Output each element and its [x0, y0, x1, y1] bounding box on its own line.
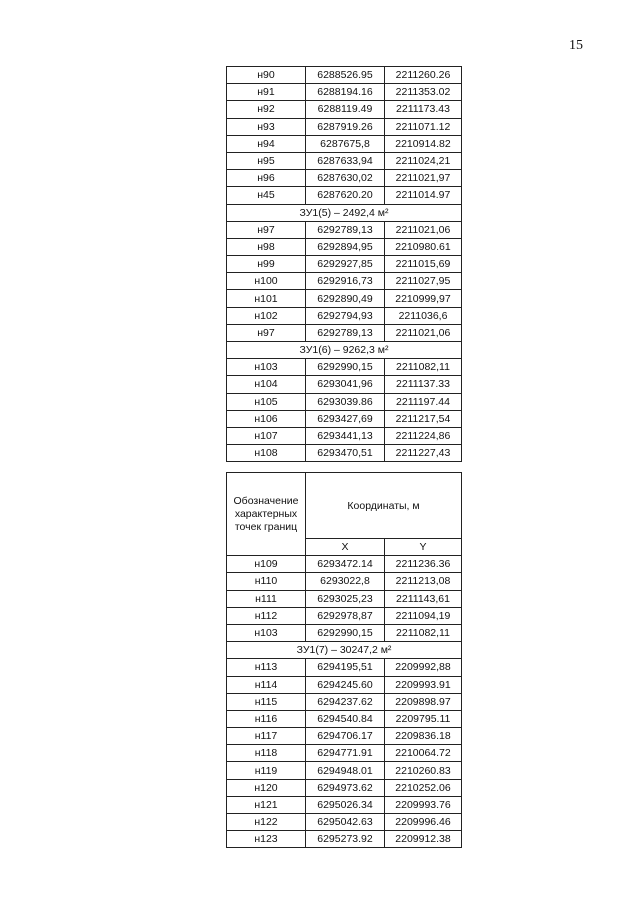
y-coordinate-cell: 2211353.02: [385, 84, 462, 101]
x-coordinate-cell: 6288119.49: [306, 101, 385, 118]
y-coordinate-cell: 2211213,08: [385, 573, 462, 590]
x-coordinate-cell: 6294706.17: [306, 728, 385, 745]
table-row: [227, 659, 462, 676]
point-cell: н93: [227, 118, 306, 135]
point-cell: н111: [227, 590, 306, 607]
section-title: ЗУ1(7) – 30247,2 м²: [227, 642, 462, 659]
x-coordinate-cell: 6287630,02: [306, 170, 385, 187]
point-cell: н102: [227, 307, 306, 324]
point-cell: н118: [227, 745, 306, 762]
x-coordinate-cell: 6294237.62: [306, 693, 385, 710]
point-cell: н116: [227, 710, 306, 727]
x-coordinate-cell: 6288526.95: [306, 67, 385, 84]
y-coordinate-cell: 2211021,06: [385, 221, 462, 238]
x-coordinate-cell: 6293427,69: [306, 410, 385, 427]
y-coordinate-cell: 2209836.18: [385, 728, 462, 745]
table-row: [227, 67, 462, 84]
table-row: [227, 324, 462, 341]
table-row: [227, 393, 462, 410]
x-coordinate-cell: 6295273.92: [306, 831, 385, 848]
table-row: [227, 590, 462, 607]
point-cell: н109: [227, 556, 306, 573]
x-coordinate-cell: 6287620.20: [306, 187, 385, 204]
section-title-row: [227, 342, 462, 359]
coordinates-table-2: [226, 472, 462, 848]
point-cell: н114: [227, 676, 306, 693]
y-coordinate-cell: 2210064.72: [385, 745, 462, 762]
x-coordinate-cell: 6294195,51: [306, 659, 385, 676]
table-row: [227, 556, 462, 573]
x-coordinate-cell: 6288194.16: [306, 84, 385, 101]
y-coordinate-cell: 2211024,21: [385, 152, 462, 169]
y-coordinate-cell: 2210914.82: [385, 135, 462, 152]
y-coordinate-cell: 2211260.26: [385, 67, 462, 84]
y-coordinate-cell: 2210980.61: [385, 238, 462, 255]
point-cell: н99: [227, 256, 306, 273]
y-coordinate-cell: 2209795.11: [385, 710, 462, 727]
x-coordinate-cell: 6292894,95: [306, 238, 385, 255]
y-coordinate-cell: 2211014.97: [385, 187, 462, 204]
table-row: [227, 101, 462, 118]
x-coordinate-cell: 6292990,15: [306, 624, 385, 641]
x-coordinate-cell: 6294771.91: [306, 745, 385, 762]
point-cell: н104: [227, 376, 306, 393]
table-row: [227, 256, 462, 273]
point-cell: н123: [227, 831, 306, 848]
y-column-header: Y: [385, 539, 462, 556]
point-cell: н100: [227, 273, 306, 290]
x-coordinate-cell: 6292890,49: [306, 290, 385, 307]
x-coordinate-cell: 6294948.01: [306, 762, 385, 779]
y-coordinate-cell: 2211197.44: [385, 393, 462, 410]
y-coordinate-cell: 2210260.83: [385, 762, 462, 779]
point-cell: н98: [227, 238, 306, 255]
point-cell: н108: [227, 445, 306, 462]
point-cell: н103: [227, 359, 306, 376]
table-row: [227, 607, 462, 624]
point-cell: н117: [227, 728, 306, 745]
y-coordinate-cell: 2211236.36: [385, 556, 462, 573]
coordinates-table-2-header: [227, 473, 462, 556]
coordinates-table-1-body: [227, 67, 462, 462]
x-coordinate-cell: 6294540.84: [306, 710, 385, 727]
header-row: [227, 473, 462, 539]
point-cell: н120: [227, 779, 306, 796]
point-cell: н107: [227, 427, 306, 444]
x-coordinate-cell: 6292794,93: [306, 307, 385, 324]
table-row: [227, 762, 462, 779]
coordinates-column-header: Координаты, м: [306, 473, 462, 539]
x-coordinate-cell: 6293039.86: [306, 393, 385, 410]
table-row: [227, 152, 462, 169]
table-row: [227, 221, 462, 238]
y-coordinate-cell: 2211021,06: [385, 324, 462, 341]
y-coordinate-cell: 2211217,54: [385, 410, 462, 427]
point-cell: н122: [227, 814, 306, 831]
table-row: [227, 573, 462, 590]
y-coordinate-cell: 2211021,97: [385, 170, 462, 187]
point-cell: н106: [227, 410, 306, 427]
point-cell: н90: [227, 67, 306, 84]
x-coordinate-cell: 6294245.60: [306, 676, 385, 693]
table-row: [227, 779, 462, 796]
y-coordinate-cell: 2211137.33: [385, 376, 462, 393]
table-row: [227, 624, 462, 641]
y-coordinate-cell: 2209993.91: [385, 676, 462, 693]
y-coordinate-cell: 2211143,61: [385, 590, 462, 607]
table-row: [227, 710, 462, 727]
table-row: [227, 273, 462, 290]
table-row: [227, 445, 462, 462]
y-coordinate-cell: 2209912.38: [385, 831, 462, 848]
point-cell: н92: [227, 101, 306, 118]
point-cell: н112: [227, 607, 306, 624]
x-coordinate-cell: 6292789,13: [306, 221, 385, 238]
y-coordinate-cell: 2211094,19: [385, 607, 462, 624]
y-coordinate-cell: 2211224,86: [385, 427, 462, 444]
y-coordinate-cell: 2211173.43: [385, 101, 462, 118]
table-row: [227, 410, 462, 427]
table-row: [227, 676, 462, 693]
table-row: [227, 135, 462, 152]
point-cell: н115: [227, 693, 306, 710]
section-title-row: [227, 204, 462, 221]
y-coordinate-cell: 2211036,6: [385, 307, 462, 324]
point-cell: н94: [227, 135, 306, 152]
x-coordinate-cell: 6292978,87: [306, 607, 385, 624]
point-column-header: Обозначение характерных точек границ: [227, 473, 306, 556]
table-row: [227, 814, 462, 831]
y-coordinate-cell: 2209992,88: [385, 659, 462, 676]
point-cell: н103: [227, 624, 306, 641]
x-coordinate-cell: 6292789,13: [306, 324, 385, 341]
x-coordinate-cell: 6293470,51: [306, 445, 385, 462]
point-cell: н97: [227, 221, 306, 238]
point-cell: н45: [227, 187, 306, 204]
table-row: [227, 170, 462, 187]
x-coordinate-cell: 6293441,13: [306, 427, 385, 444]
y-coordinate-cell: 2211015,69: [385, 256, 462, 273]
x-coordinate-cell: 6295026.34: [306, 796, 385, 813]
table-row: [227, 728, 462, 745]
table-row: [227, 118, 462, 135]
x-coordinate-cell: 6293022,8: [306, 573, 385, 590]
table-row: [227, 376, 462, 393]
y-coordinate-cell: 2209996.46: [385, 814, 462, 831]
x-coordinate-cell: 6293472.14: [306, 556, 385, 573]
y-coordinate-cell: 2211082,11: [385, 624, 462, 641]
y-coordinate-cell: 2211027,95: [385, 273, 462, 290]
table-row: [227, 427, 462, 444]
table-row: [227, 290, 462, 307]
x-coordinate-cell: 6293041,96: [306, 376, 385, 393]
x-coordinate-cell: 6292927,85: [306, 256, 385, 273]
point-cell: н97: [227, 324, 306, 341]
table-row: [227, 187, 462, 204]
table-row: [227, 831, 462, 848]
x-coordinate-cell: 6287675,8: [306, 135, 385, 152]
x-coordinate-cell: 6287633,94: [306, 152, 385, 169]
x-coordinate-cell: 6292916,73: [306, 273, 385, 290]
section-title: ЗУ1(5) – 2492,4 м²: [227, 204, 462, 221]
point-cell: н95: [227, 152, 306, 169]
table-row: [227, 307, 462, 324]
coordinates-table-2-body: [227, 556, 462, 848]
x-coordinate-cell: 6295042.63: [306, 814, 385, 831]
table-row: [227, 693, 462, 710]
point-cell: н110: [227, 573, 306, 590]
table-row: [227, 84, 462, 101]
x-coordinate-cell: 6294973.62: [306, 779, 385, 796]
y-coordinate-cell: 2210999,97: [385, 290, 462, 307]
section-title: ЗУ1(6) – 9262,3 м²: [227, 342, 462, 359]
x-coordinate-cell: 6292990,15: [306, 359, 385, 376]
point-cell: н119: [227, 762, 306, 779]
point-cell: н105: [227, 393, 306, 410]
y-coordinate-cell: 2209993.76: [385, 796, 462, 813]
y-coordinate-cell: 2211071.12: [385, 118, 462, 135]
point-cell: н121: [227, 796, 306, 813]
table-row: [227, 359, 462, 376]
x-coordinate-cell: 6287919.26: [306, 118, 385, 135]
point-cell: н96: [227, 170, 306, 187]
y-coordinate-cell: 2211227,43: [385, 445, 462, 462]
coordinates-table-1: [226, 66, 462, 462]
x-coordinate-cell: 6293025,23: [306, 590, 385, 607]
point-cell: н91: [227, 84, 306, 101]
section-title-row: [227, 642, 462, 659]
table-row: [227, 745, 462, 762]
x-column-header: X: [306, 539, 385, 556]
table-row: [227, 238, 462, 255]
page-number: 15: [569, 38, 583, 53]
y-coordinate-cell: 2210252.06: [385, 779, 462, 796]
point-cell: н113: [227, 659, 306, 676]
table-row: [227, 796, 462, 813]
y-coordinate-cell: 2209898.97: [385, 693, 462, 710]
y-coordinate-cell: 2211082,11: [385, 359, 462, 376]
point-cell: н101: [227, 290, 306, 307]
